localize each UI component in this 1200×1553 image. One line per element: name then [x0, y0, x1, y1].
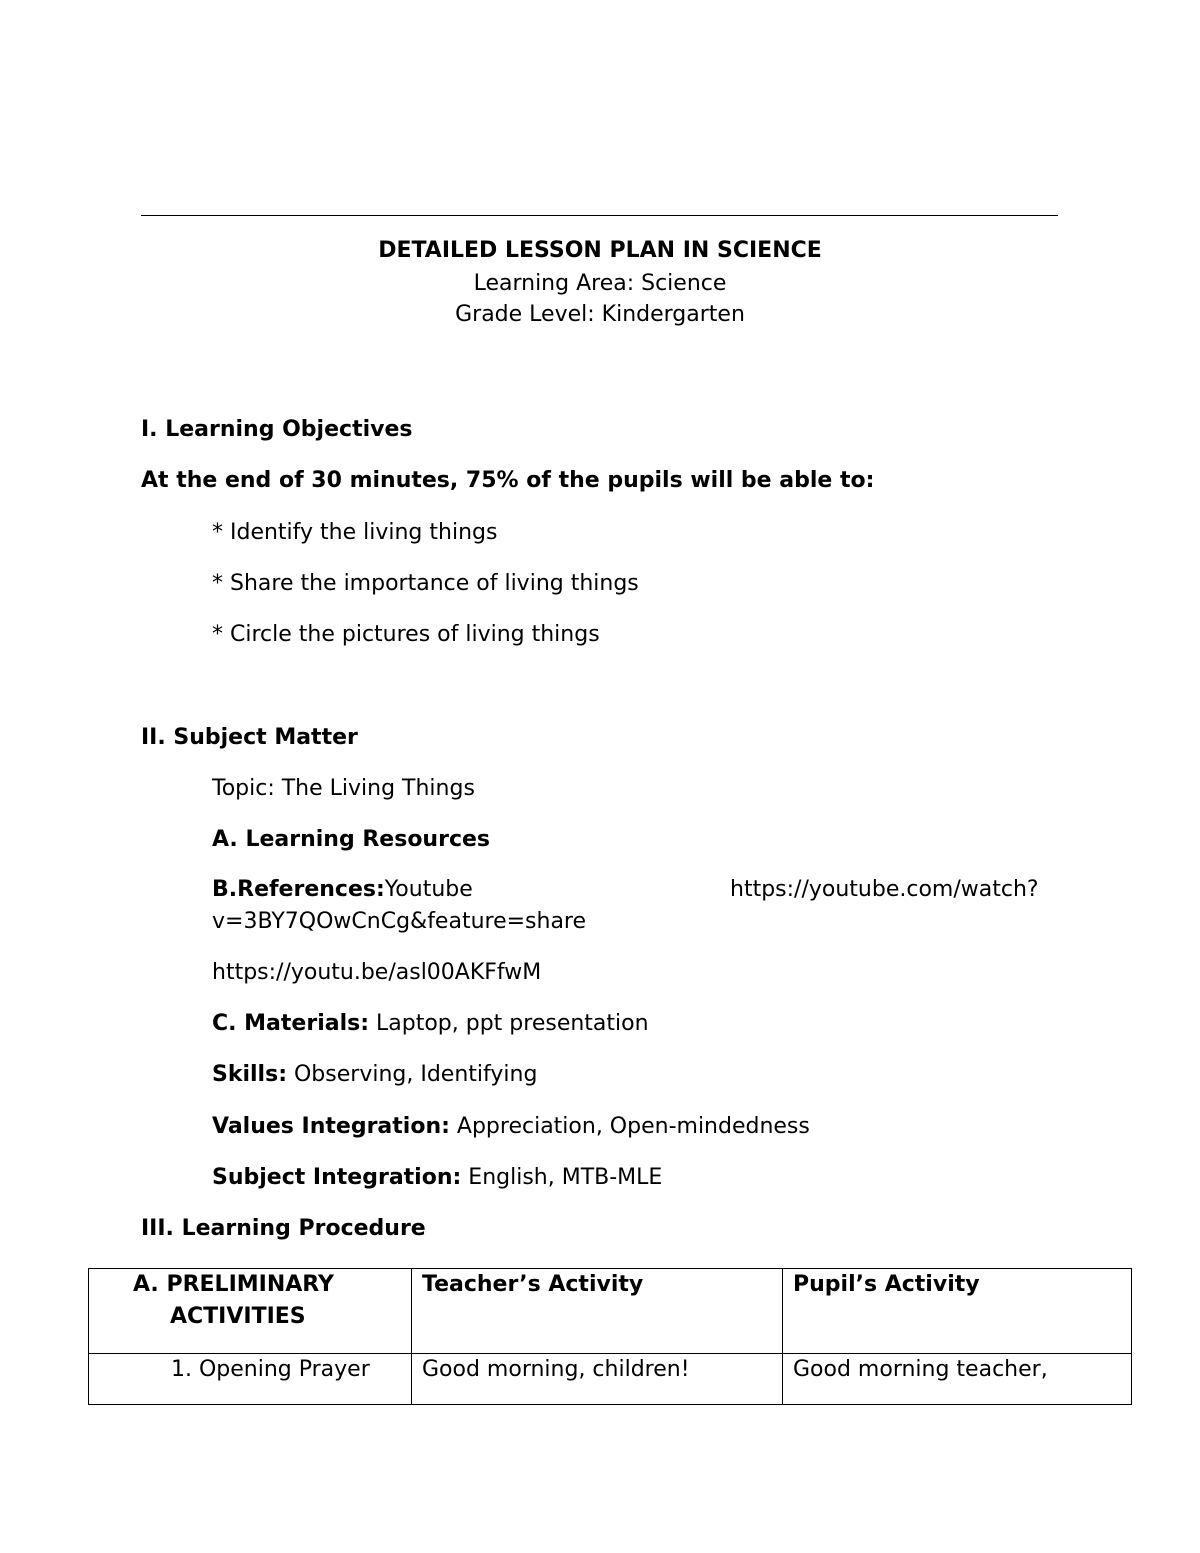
topic-line: Topic: The Living Things	[212, 776, 475, 801]
table-header-cell	[412, 1269, 783, 1354]
subject-integration-label: Subject Integration:	[212, 1165, 462, 1190]
table-header-row	[89, 1269, 1132, 1354]
subject-integration-line	[212, 1165, 662, 1190]
row-teacher-text: Good morning, children!	[422, 1357, 690, 1382]
table-cell	[89, 1354, 412, 1405]
table-header-cell	[89, 1269, 412, 1354]
header-activities: ACTIVITIES	[170, 1304, 306, 1329]
materials-label: C. Materials:	[212, 1011, 370, 1036]
learning-area: Learning Area: Science	[473, 271, 727, 296]
references-line	[212, 877, 473, 902]
header-teacher-activity: Teacher’s Activity	[422, 1272, 644, 1297]
reference-link-1-continued[interactable]: v=3BY7QOwCnCg&feature=share	[212, 909, 587, 934]
objectives-intro: At the end of 30 minutes, 75% of the pupils will be able to:	[141, 468, 875, 493]
row-step-label: 1. Opening Prayer	[171, 1357, 370, 1382]
header-pupil-activity: Pupil’s Activity	[793, 1272, 980, 1297]
subject-integration-value: English, MTB-MLE	[461, 1165, 663, 1190]
objective-item: * Share the importance of living things	[212, 571, 639, 596]
grade-level: Grade Level: Kindergarten	[455, 302, 745, 327]
table-cell	[783, 1354, 1132, 1405]
skills-line	[212, 1062, 537, 1087]
procedure-table	[88, 1268, 1132, 1405]
values-integration-value: Appreciation, Open-mindedness	[449, 1114, 810, 1139]
reference-link-1[interactable]: https://youtube.com/watch?	[730, 877, 1039, 902]
materials-value: Laptop, ppt presentation	[369, 1011, 649, 1036]
objective-item: * Identify the living things	[212, 520, 498, 545]
section-heading-objectives: I. Learning Objectives	[141, 417, 413, 442]
header-rule	[141, 215, 1058, 216]
table-cell	[412, 1354, 783, 1405]
values-integration-line	[212, 1114, 810, 1139]
row-pupil-text: Good morning teacher,	[793, 1357, 1048, 1382]
section-heading-subject-matter: II. Subject Matter	[141, 725, 358, 750]
table-row	[89, 1354, 1132, 1405]
objective-item: * Circle the pictures of living things	[212, 622, 600, 647]
reference-link-2[interactable]: https://youtu.be/asl00AKFfwM	[212, 960, 542, 985]
skills-label: Skills:	[212, 1062, 287, 1087]
table-header-cell	[783, 1269, 1132, 1354]
references-source: Youtube	[384, 877, 473, 902]
header-preliminary: A. PRELIMINARY	[133, 1272, 334, 1297]
document-title: DETAILED LESSON PLAN IN SCIENCE	[378, 238, 822, 263]
section-heading-procedure: III. Learning Procedure	[141, 1216, 426, 1241]
values-integration-label: Values Integration:	[212, 1114, 450, 1139]
learning-resources-label: A. Learning Resources	[212, 827, 490, 852]
references-label: B.References:	[212, 877, 385, 902]
materials-line	[212, 1011, 649, 1036]
skills-value: Observing, Identifying	[287, 1062, 538, 1087]
